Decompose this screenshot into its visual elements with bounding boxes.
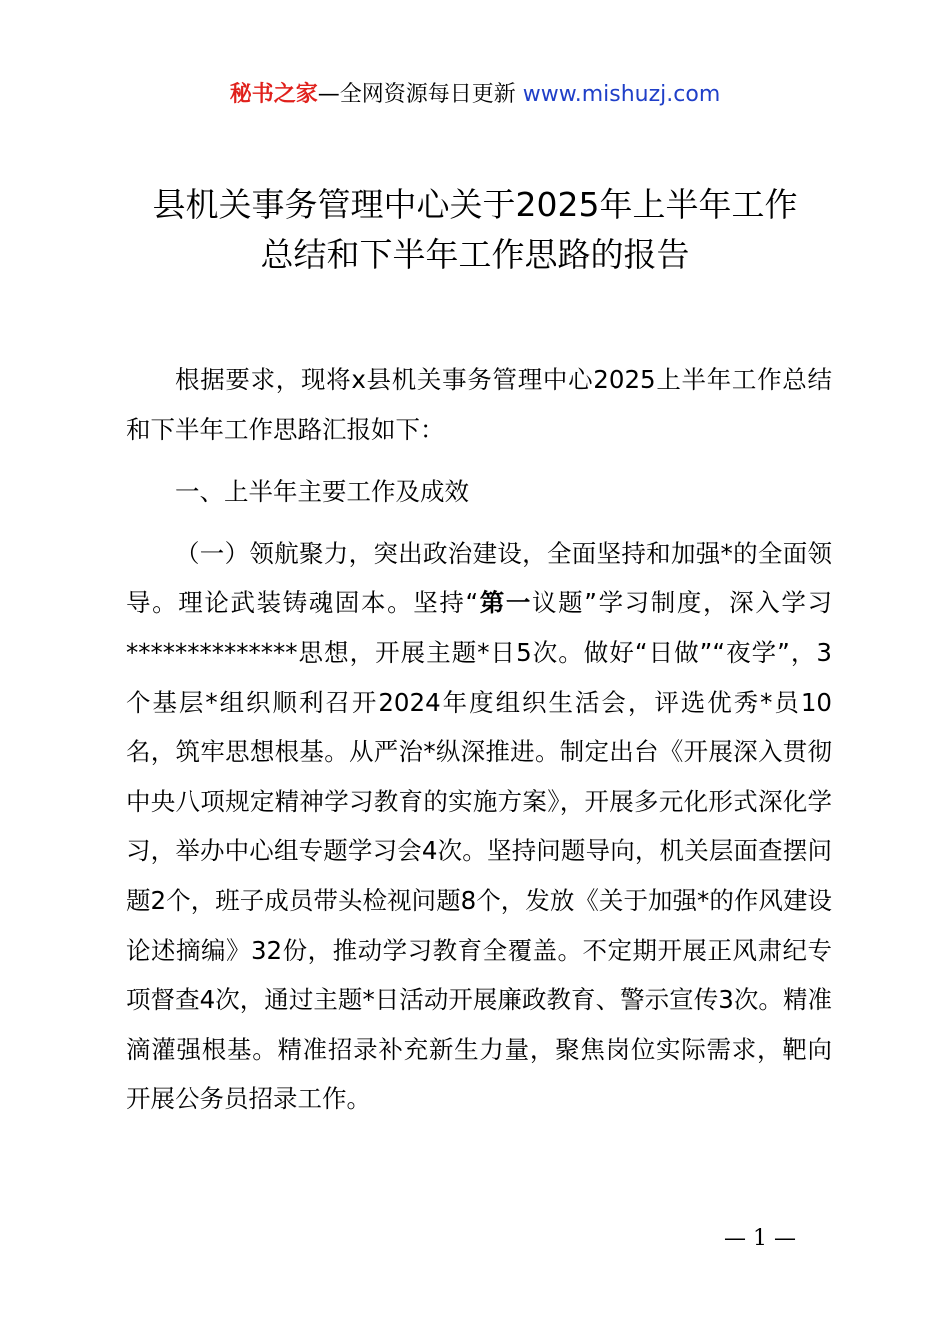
paragraph-text-rest: 议题”学习制度，深入学习**************思想，开展主题*日5次。做好“日做”“夜学”，3个基层*组织顺利召开2024年度组织生活会，评选优秀*员10名，筑牢思想根基。从严治*纵深推进。制定出台《开展深入贯彻中央八项规定精神学习教育的实施方案》，开展多元化形式深化学习，举办中心组专题学习会4次。坚持问题导向，机关层面查摆问题2个，班子成员带头检视问题8个，发放《关于加强*的作风建设论述摘编》32份，推动学习教育全覆盖。不定期开展正风肃纪专项督查4次，通过主题*日活动开展廉政教育、警示宣传3次。精准滴灌强根基。精准招录补充新生力量，聚焦岗位实际需求，靶向开展公务员招录工作。 [126,588,832,1114]
document-title [0,180,950,280]
body-paragraph [126,529,832,1124]
title-line-1: 县机关事务管理中心关于2025年上半年工作 [152,185,798,224]
paragraph-text-start: （一）领航聚力，突出政治建设，全面坚持和加强*的全面领导。理论武装铸魂固本。坚持“ [126,538,832,618]
title-line-2: 总结和下半年工作思路的报告 [260,235,690,274]
bold-term: 第一 [478,588,533,618]
page-number: — 1 — [724,1226,796,1251]
banner-tagline: —全网资源每日更新 [317,82,516,107]
document-body [126,355,832,1124]
intro-paragraph: 根据要求，现将x县机关事务管理中心2025上半年工作总结和下半年工作思路汇报如下： [126,365,832,444]
brand-name: 秘书之家 [229,82,318,107]
section-heading: 一、上半年主要工作及成效 [175,477,469,507]
site-banner [0,80,950,110]
site-url-link[interactable]: www.mishuzj.com [522,82,721,107]
